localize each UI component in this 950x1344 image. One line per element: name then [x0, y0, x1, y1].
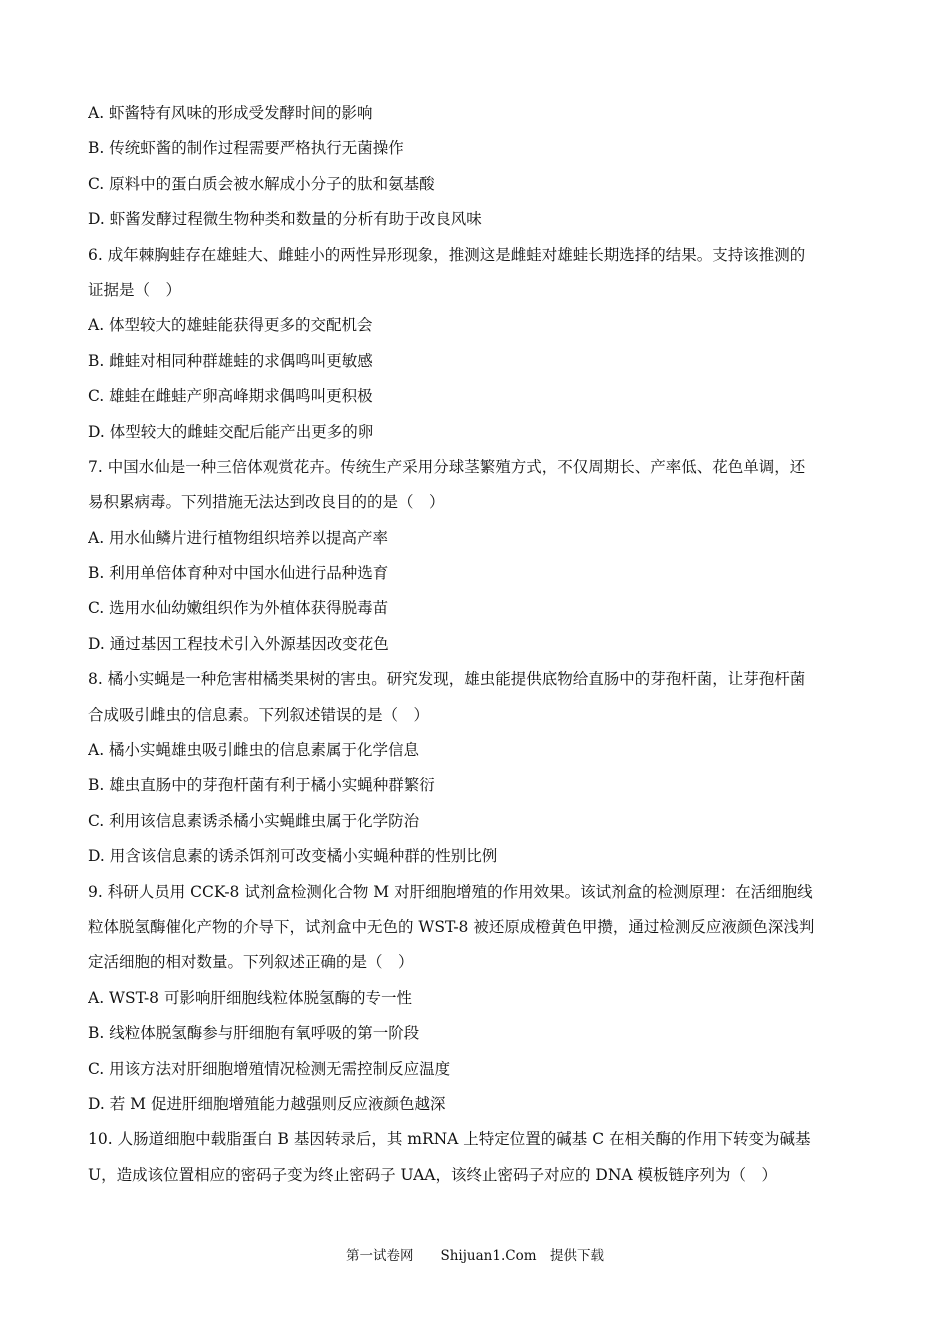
- answer-option: D. 通过基因工程技术引入外源基因改变花色: [88, 634, 389, 653]
- question-stem: 证据是（ ）: [88, 280, 182, 299]
- answer-option: A. 用水仙鳞片进行植物组织培养以提高产率: [88, 528, 389, 547]
- answer-option: B. 雌蛙对相同种群雄蛙的求偶鸣叫更敏感: [88, 351, 373, 370]
- question-stem: 定活细胞的相对数量。下列叙述正确的是（ ）: [88, 953, 414, 972]
- question-stem: 7. 中国水仙是一种三倍体观赏花卉。传统生产采用分球茎繁殖方式，不仅周期长、产率低、花色单调，还: [88, 457, 806, 476]
- question-stem: 易积累病毒。下列措施无法达到改良目的的是（ ）: [88, 493, 445, 512]
- page-footer: 第一试卷网 Shijuan1.Com 提供下载: [345, 1248, 605, 1264]
- question-stem: 粒体脱氢酶催化产物的介导下，试剂盒中无色的 WST-8 被还原成橙黄色甲攒，通过检测反应液颜色深浅判: [88, 917, 815, 936]
- question-stem: 6. 成年棘胸蛙存在雄蛙大、雌蛙小的两性异形现象，推测这是雌蛙对雄蛙长期选择的结果。支持该推测的: [88, 245, 806, 264]
- question-stem: 合成吸引雌虫的信息素。下列叙述错误的是（ ）: [88, 705, 430, 724]
- answer-option: A. 橘小实蝇雄虫吸引雌虫的信息素属于化学信息: [88, 741, 420, 760]
- text-line: A. 虾酱特有风味的形成受发酵时间的影响: [88, 104, 373, 122]
- text-line: C. 原料中的蛋白质会被水解成小分子的肽和氨基酸: [88, 174, 435, 193]
- answer-option: C. 选用水仙幼嫩组织作为外植体获得脱毒苗: [88, 599, 389, 618]
- answer-option: B. 利用单倍体育种对中国水仙进行品种选育: [88, 564, 389, 583]
- answer-option: A. WST-8 可影响肝细胞线粒体脱氢酶的专一性: [88, 988, 412, 1007]
- answer-option: C. 利用该信息素诱杀橘小实蝇雌虫属于化学防治: [88, 811, 420, 830]
- answer-option: D. 用含该信息素的诱杀饵剂可改变橘小实蝇种群的性别比例: [88, 847, 498, 866]
- question-stem: 9. 科研人员用 CCK-8 试剂盒检测化合物 M 对肝细胞增殖的作用效果。该试剂盒的检测原理：在活细胞线: [88, 882, 813, 901]
- text-line: D. 虾酱发酵过程微生物种类和数量的分析有助于改良风味: [88, 210, 482, 229]
- document-body: [88, 96, 868, 1193]
- answer-option: D. 若 M 促进肝细胞增殖能力越强则反应液颜色越深: [88, 1094, 446, 1113]
- question-stem: 10. 人肠道细胞中载脂蛋白 B 基因转录后，其 mRNA 上特定位置的碱基 C 在相关酶的作用下转变为碱基: [88, 1130, 811, 1149]
- text-line: B. 传统虾酱的制作过程需要严格执行无菌操作: [88, 139, 404, 158]
- answer-option: B. 线粒体脱氢酶参与肝细胞有氧呼吸的第一阶段: [88, 1024, 420, 1043]
- answer-option: B. 雄虫直肠中的芽孢杆菌有利于橘小实蝇种群繁衍: [88, 776, 435, 795]
- answer-option: D. 体型较大的雌蛙交配后能产出更多的卵: [88, 422, 374, 441]
- answer-option: C. 雄蛙在雌蛙产卵高峰期求偶鸣叫更积极: [88, 387, 373, 406]
- answer-option: C. 用该方法对肝细胞增殖情况检测无需控制反应温度: [88, 1059, 451, 1078]
- question-stem: 8. 橘小实蝇是一种危害柑橘类果树的害虫。研究发现，雄虫能提供底物给直肠中的芽孢杆菌，让芽孢杆菌: [88, 670, 806, 689]
- question-stem: U，造成该位置相应的密码子变为终止密码子 UAA，该终止密码子对应的 DNA 模板链序列为（ ）: [88, 1165, 778, 1184]
- answer-option: A. 体型较大的雄蛙能获得更多的交配机会: [88, 316, 373, 335]
